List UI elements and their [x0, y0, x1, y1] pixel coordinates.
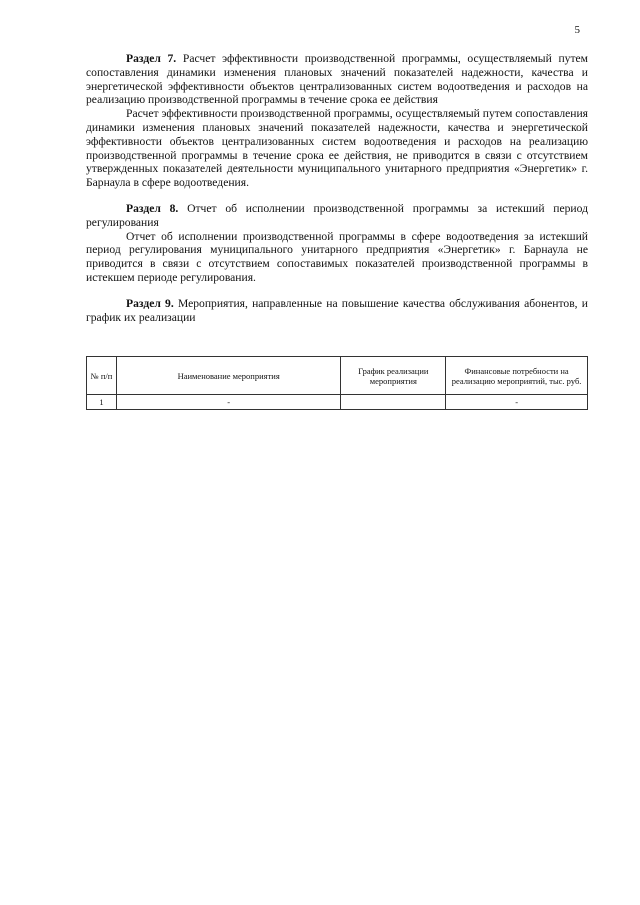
table-header-row	[87, 357, 588, 395]
page-number: 5	[574, 24, 580, 36]
cell-finance: -	[446, 395, 588, 410]
section-8-label: Раздел 8.	[126, 201, 179, 215]
section-8-title: Отчет об исполнении производственной программы за истекший период регулирования	[86, 201, 589, 229]
cell-schedule	[341, 395, 446, 410]
cell-num: 1	[87, 395, 117, 410]
section-7-label: Раздел 7.	[126, 52, 177, 65]
section-7-title: Расчет эффективности производственной программы, осуществляемый путем сопоставления динамики изменения плановых значений показателей надежности, качества и энергетической эффективности объектов централизованных систем водоотведения и расходов на реализацию производственной программы в течение срока ее действия	[86, 52, 589, 107]
cell-name: -	[116, 395, 340, 410]
section-7-text: Расчет эффективности производственной программы, осуществляемый путем сопоставления динамики изменения плановых значений показателей надежности, качества и энергетической эффективности объектов централизованных систем водоотведения и расходов на реализацию производственной программы в течение срока ее действия, не приводится в связи с отсутствием утвержденных показателей деятельности муниципального унитарного предприятия «Энергетик» г. Барнаула в сфере водоотведения.	[86, 107, 588, 190]
header-finance: Финансовые потребности на реализацию мероприятий, тыс. руб.	[446, 357, 588, 395]
header-name: Наименование мероприятия	[116, 357, 340, 395]
section-8-text: Отчет об исполнении производственной программы в сфере водоотведения за истекший период регулирования муниципального унитарного предприятия «Энергетик» г. Барнаула не приводится в связи с отсутствием сопоставимых показателей производственной программы в истекшем периоде регулирования.	[86, 229, 588, 284]
section-7	[86, 52, 588, 190]
section-9	[86, 297, 588, 325]
table-row	[87, 395, 588, 410]
section-9-label: Раздел 9.	[126, 296, 174, 310]
section-9-title: Мероприятия, направленные на повышение качества обслуживания абонентов, и график их реализации	[86, 296, 588, 324]
header-num: № п/п	[87, 357, 117, 395]
section-8-heading	[86, 202, 588, 230]
measures-table	[86, 356, 588, 410]
section-8	[86, 202, 588, 285]
section-9-heading	[86, 297, 588, 325]
header-schedule: График реализации мероприятия	[341, 357, 446, 395]
document-body	[86, 52, 588, 410]
section-7-heading	[86, 52, 588, 107]
